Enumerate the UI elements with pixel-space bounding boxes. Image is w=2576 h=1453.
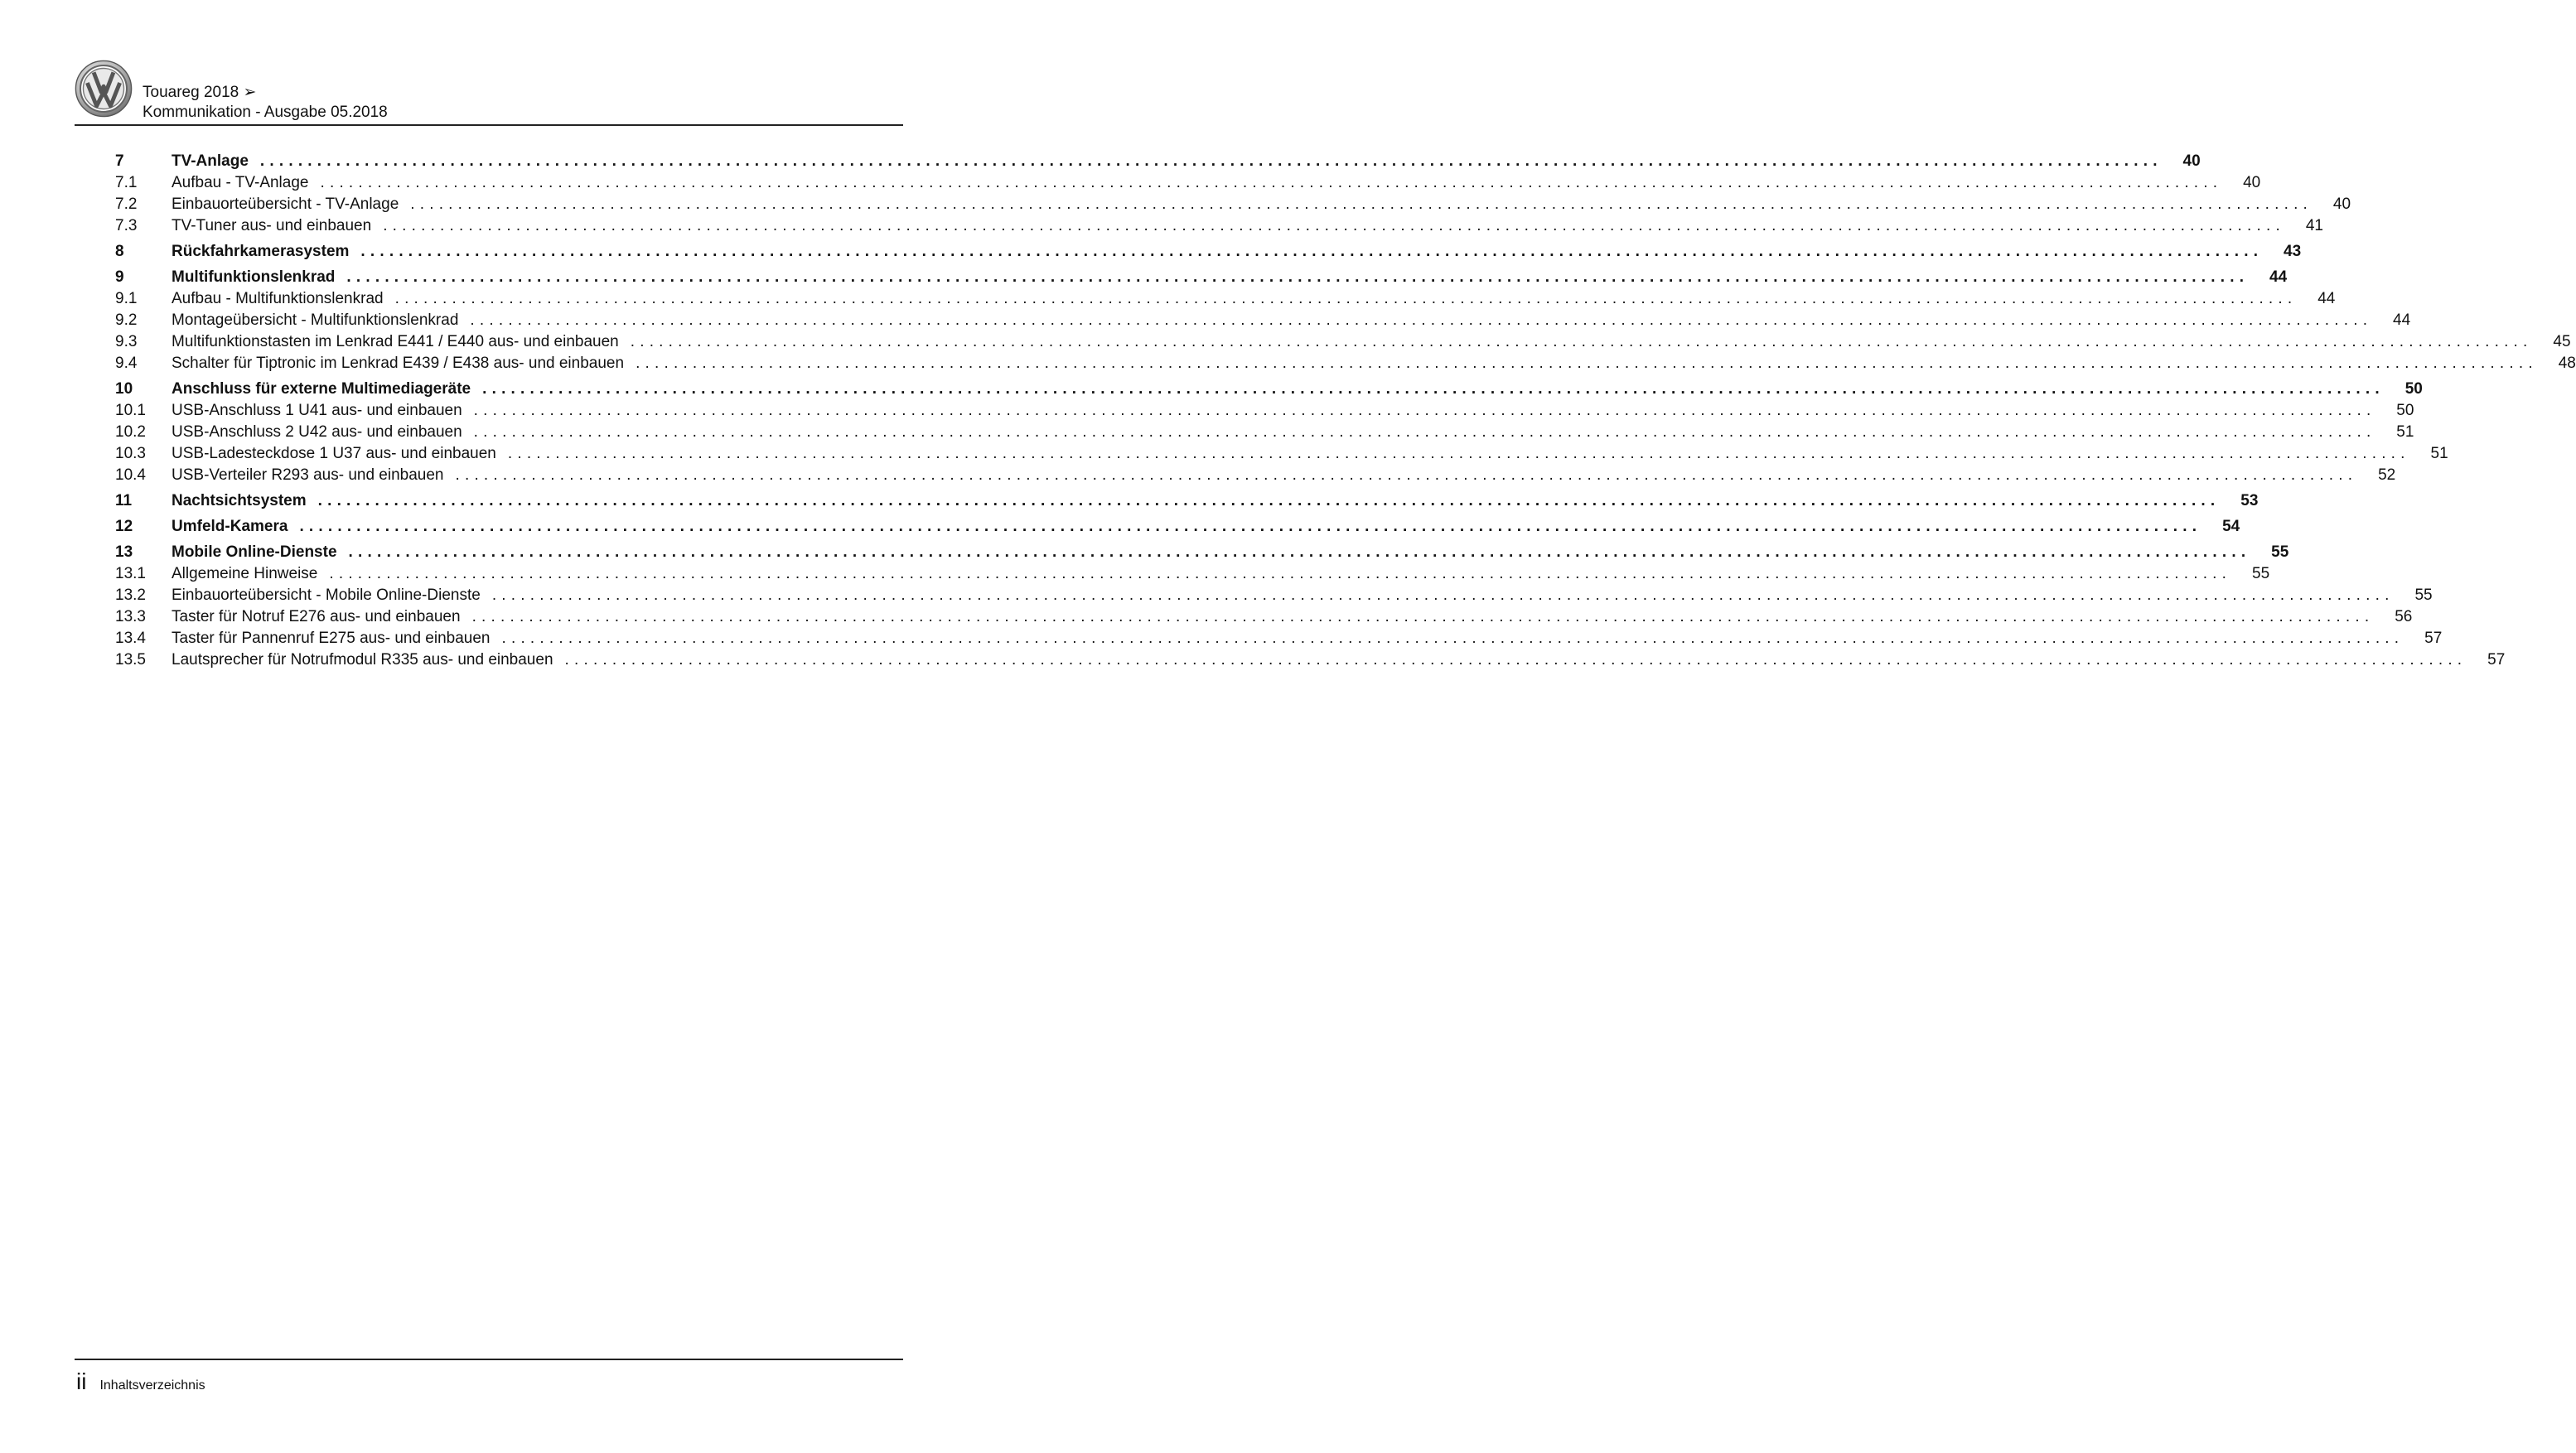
toc-leader-dots: ........................................................................................................................................................................................................	[410, 196, 2313, 213]
toc-title: USB-Anschluss 1 U41 aus- und einbauen	[172, 402, 462, 419]
toc-page-number: 51	[2396, 423, 2414, 441]
toc-leader-dots: ........................................................................................................................................................................................................	[473, 402, 2376, 419]
toc-leader-dots: ........................................................................................................................................................................................................	[630, 333, 2533, 350]
toc-leader-dots: ........................................................................................................................................................................................................	[383, 217, 2285, 234]
footer-page-number: ii	[76, 1369, 87, 1394]
toc-section-row[interactable]	[115, 443, 2448, 465]
toc-page-number: 54	[2222, 518, 2240, 535]
toc-number: 8	[115, 243, 124, 260]
page-footer	[76, 1369, 205, 1395]
footer-divider	[75, 1359, 903, 1360]
toc-number: 10.4	[115, 466, 146, 484]
toc-chapter-row[interactable]	[115, 151, 2201, 172]
toc-section-row[interactable]	[115, 422, 2414, 443]
toc-number: 7.3	[115, 217, 138, 234]
toc-number: 9	[115, 268, 124, 286]
toc-page-number: 53	[2240, 492, 2259, 509]
toc-section-row[interactable]	[115, 331, 2571, 353]
toc-section-row[interactable]	[115, 606, 2413, 628]
toc-number: 7.2	[115, 196, 138, 213]
toc-section-row[interactable]	[115, 288, 2336, 310]
toc-number: 9.1	[115, 290, 138, 307]
footer-section-label: Inhaltsverzeichnis	[99, 1378, 205, 1393]
toc-number: 9.4	[115, 355, 138, 372]
toc-page-number: 55	[2271, 543, 2289, 561]
toc-chapter-row[interactable]	[115, 516, 2240, 538]
toc-title: USB-Ladesteckdose 1 U37 aus- und einbauen	[172, 445, 496, 462]
header-text	[143, 83, 388, 123]
toc-page-number: 51	[2430, 445, 2448, 462]
table-of-contents	[115, 151, 2576, 671]
toc-title: Schalter für Tiptronic im Lenkrad E439 / E438 aus- und einbauen	[172, 355, 625, 372]
toc-section-row[interactable]	[115, 585, 2433, 606]
toc-title: Allgemeine Hinweise	[172, 565, 318, 582]
toc-leader-dots: ........................................................................................................................................................................................................	[636, 355, 2538, 372]
toc-title: TV-Tuner aus- und einbauen	[172, 217, 372, 234]
toc-leader-dots: ........................................................................................................................................................................................................	[346, 268, 2250, 286]
toc-title: Mobile Online-Dienste	[172, 543, 337, 561]
toc-title: Taster für Notruf E276 aus- und einbauen	[172, 608, 461, 625]
toc-leader-dots: ........................................................................................................................................................................................................	[394, 290, 2298, 307]
toc-section-row[interactable]	[115, 215, 2323, 237]
toc-page-number: 52	[2378, 466, 2396, 484]
toc-number: 13.3	[115, 608, 146, 625]
toc-chapter-row[interactable]	[115, 267, 2288, 288]
toc-section-row[interactable]	[115, 465, 2396, 486]
toc-title: USB-Anschluss 2 U42 aus- und einbauen	[172, 423, 462, 441]
toc-section-row[interactable]	[115, 649, 2506, 671]
toc-title: Lautsprecher für Notrufmodul R335 aus- und einbauen	[172, 651, 553, 669]
toc-leader-dots: ........................................................................................................................................................................................................	[473, 423, 2376, 441]
toc-number: 10.1	[115, 402, 146, 419]
toc-leader-dots: ........................................................................................................................................................................................................	[320, 174, 2223, 191]
toc-chapter-row[interactable]	[115, 379, 2423, 400]
toc-page-number: 44	[2393, 311, 2411, 329]
toc-leader-dots: ........................................................................................................................................................................................................	[507, 445, 2410, 462]
toc-page-number: 40	[2243, 174, 2261, 191]
toc-section-row[interactable]	[115, 400, 2414, 422]
toc-number: 10.2	[115, 423, 146, 441]
header-model: Touareg 2018 ➢	[143, 84, 257, 101]
toc-page-number: 41	[2305, 217, 2323, 234]
toc-title: Taster für Pannenruf E275 aus- und einbauen	[172, 630, 491, 647]
toc-page-number: 55	[2252, 565, 2270, 582]
header-subtitle: Kommunikation - Ausgabe 05.2018	[143, 104, 388, 121]
toc-title: Multifunktionslenkrad	[172, 268, 336, 286]
toc-leader-dots: ........................................................................................................................................................................................................	[471, 608, 2375, 625]
toc-chapter-row[interactable]	[115, 241, 2302, 263]
toc-leader-dots: ........................................................................................................................................................................................................	[317, 492, 2221, 509]
vw-logo-icon	[75, 60, 133, 118]
toc-number: 7.1	[115, 174, 138, 191]
toc-page-number: 56	[2395, 608, 2413, 625]
toc-page-number: 44	[2269, 268, 2288, 286]
toc-page-number: 48	[2558, 355, 2576, 372]
toc-number: 10.3	[115, 445, 146, 462]
toc-chapter-row[interactable]	[115, 490, 2259, 512]
toc-leader-dots: ........................................................................................................................................................................................................	[501, 630, 2404, 647]
toc-number: 9.2	[115, 311, 138, 329]
toc-leader-dots: ........................................................................................................................................................................................................	[360, 243, 2264, 260]
toc-title: Aufbau - TV-Anlage	[172, 174, 309, 191]
toc-title: Multifunktionstasten im Lenkrad E441 / E440 aus- und einbauen	[172, 333, 619, 350]
toc-number: 13.4	[115, 630, 146, 647]
toc-leader-dots: ........................................................................................................................................................................................................	[329, 565, 2232, 582]
page-header	[75, 60, 903, 126]
toc-title: Einbauorteübersicht - Mobile Online-Dienste	[172, 587, 481, 604]
toc-leader-dots: ........................................................................................................................................................................................................	[470, 311, 2373, 329]
toc-section-row[interactable]	[115, 353, 2576, 374]
toc-number: 10	[115, 380, 133, 398]
toc-number: 7	[115, 152, 124, 170]
toc-section-row[interactable]	[115, 628, 2443, 649]
toc-number: 13.2	[115, 587, 146, 604]
toc-page-number: 57	[2487, 651, 2506, 669]
toc-chapter-row[interactable]	[115, 542, 2289, 563]
toc-leader-dots: ........................................................................................................................................................................................................	[348, 543, 2251, 561]
toc-title: TV-Anlage	[172, 152, 249, 170]
toc-title: USB-Verteiler R293 aus- und einbauen	[172, 466, 444, 484]
toc-page-number: 40	[2332, 196, 2351, 213]
toc-number: 12	[115, 518, 133, 535]
toc-section-row[interactable]	[115, 172, 2261, 194]
toc-page-number: 57	[2424, 630, 2443, 647]
toc-title: Umfeld-Kamera	[172, 518, 288, 535]
toc-title: Anschluss für externe Multimediageräte	[172, 380, 471, 398]
toc-leader-dots: ........................................................................................................................................................................................................	[482, 380, 2385, 398]
toc-leader-dots: ........................................................................................................................................................................................................	[259, 152, 2163, 170]
toc-page-number: 43	[2284, 243, 2302, 260]
toc-number: 9.3	[115, 333, 138, 350]
toc-title: Aufbau - Multifunktionslenkrad	[172, 290, 384, 307]
toc-leader-dots: ........................................................................................................................................................................................................	[564, 651, 2467, 669]
toc-page-number: 44	[2317, 290, 2336, 307]
toc-number: 13	[115, 543, 133, 561]
toc-title: Nachtsichtsystem	[172, 492, 307, 509]
toc-leader-dots: ........................................................................................................................................................................................................	[491, 587, 2395, 604]
toc-title: Montageübersicht - Multifunktionslenkrad	[172, 311, 459, 329]
toc-page-number: 50	[2404, 380, 2423, 398]
toc-section-row[interactable]	[115, 563, 2270, 585]
toc-leader-dots: ........................................................................................................................................................................................................	[299, 518, 2202, 535]
toc-page-number: 55	[2414, 587, 2433, 604]
toc-number: 11	[115, 492, 133, 509]
toc-section-row[interactable]	[115, 310, 2411, 331]
toc-title: Rückfahrkamerasystem	[172, 243, 350, 260]
toc-page-number: 45	[2553, 333, 2571, 350]
toc-title: Einbauorteübersicht - TV-Anlage	[172, 196, 399, 213]
toc-section-row[interactable]	[115, 194, 2351, 215]
toc-leader-dots: ........................................................................................................................................................................................................	[455, 466, 2358, 484]
header-divider	[75, 124, 903, 126]
toc-page-number: 50	[2396, 402, 2414, 419]
toc-number: 13.1	[115, 565, 146, 582]
toc-number: 13.5	[115, 651, 146, 669]
toc-page-number: 40	[2182, 152, 2201, 170]
